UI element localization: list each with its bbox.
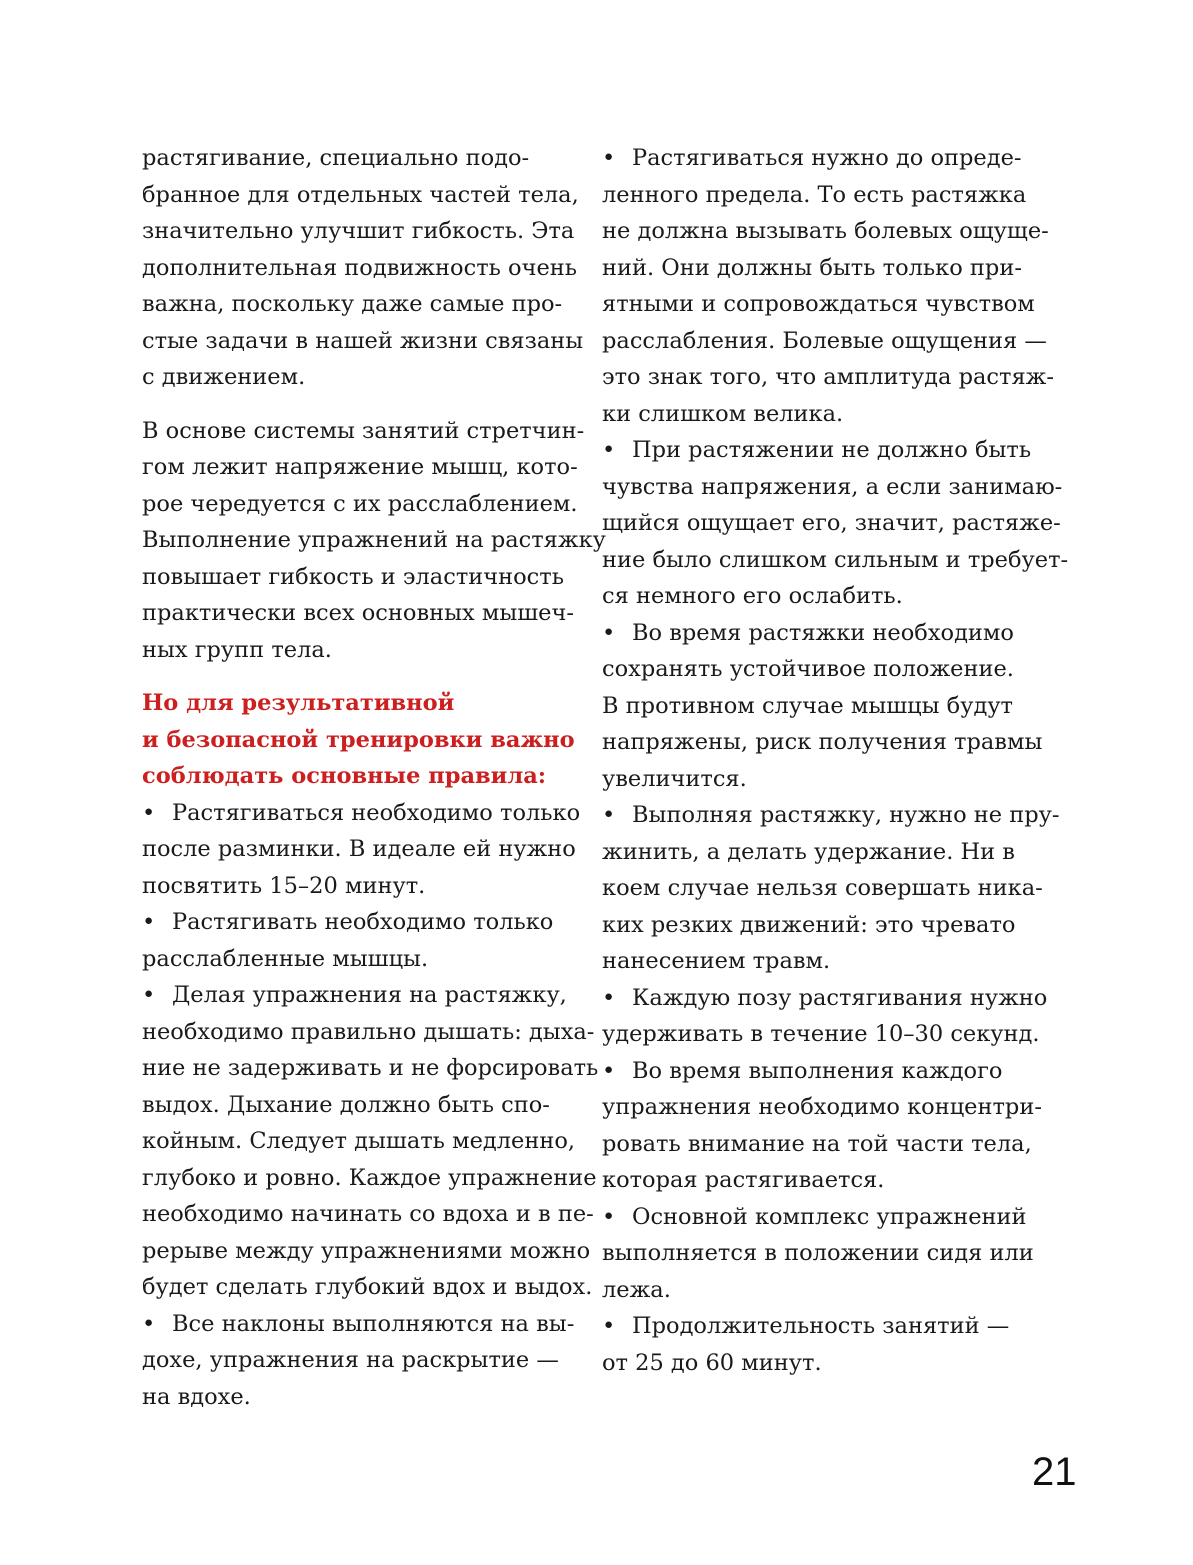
text-line: на вдохе.: [142, 1383, 251, 1410]
heading-line: соблюдать основные правила:: [142, 763, 547, 789]
bullet-item: [142, 904, 572, 977]
bullet-item: [602, 432, 1069, 615]
bullet-item: [142, 977, 599, 1306]
text-line: необходимо начинать со вдоха и в пе-: [142, 1201, 594, 1227]
text-line: коем случае нельзя совершать ника-: [602, 875, 1043, 901]
bullet-icon: •: [602, 437, 616, 463]
text-line: Во время выполнения каждого: [632, 1057, 1003, 1084]
bullet-item: [142, 1306, 575, 1416]
text-line: щийся ощущает его, значит, растяже-: [602, 510, 1061, 536]
text-line: упражнения необходимо концентри-: [602, 1094, 1042, 1120]
text-line: Выполнение упражнений на растяжку: [142, 527, 606, 553]
bullet-icon: •: [602, 145, 616, 171]
text-line: увеличится.: [602, 765, 747, 792]
text-line: значительно улучшит гибкость. Эта: [142, 218, 575, 244]
text-line: Все наклоны выполняются на вы-: [172, 1310, 575, 1337]
bullet-icon: •: [602, 1203, 616, 1230]
text-line: растягивание, специально подо-: [142, 145, 530, 171]
text-line: ровать внимание на той части тела,: [602, 1130, 1032, 1157]
text-line: с движением.: [142, 364, 306, 390]
text-line: расслабленные мышцы.: [142, 945, 429, 972]
text-line: чувства напряжения, а если занимаю-: [602, 473, 1063, 500]
heading-line: Но для результативной: [142, 690, 455, 716]
bullet-item: [602, 1308, 1042, 1381]
text-line: ние не задерживать и не форсировать: [142, 1055, 599, 1081]
bullet-icon: •: [142, 799, 156, 826]
text-line: Продолжительность занятий —: [632, 1313, 1010, 1339]
rules-heading: [142, 685, 575, 795]
text-line: Основной комплекс упражнений: [632, 1203, 1027, 1230]
text-line: дополнительная подвижность очень: [142, 254, 578, 281]
bullet-item: [602, 980, 1048, 1053]
bullet-icon: •: [602, 984, 616, 1011]
paragraph-2: [142, 413, 606, 669]
text-line: будет сделать глубокий вдох и выдох.: [142, 1274, 593, 1300]
text-line: ких резких движений: это чревато: [602, 911, 1016, 938]
text-line: В противном случае мышцы будут: [602, 692, 1014, 719]
text-line: лежа.: [602, 1276, 671, 1303]
text-line: В основе системы занятий стретчин-: [142, 417, 585, 444]
bullet-item: [142, 795, 581, 905]
text-line: которая растягивается.: [602, 1167, 885, 1193]
bullet-item: [602, 1053, 1042, 1199]
bullet-icon: •: [602, 1313, 616, 1339]
heading-line: и безопасной тренировки важно: [142, 726, 575, 753]
text-line: Каждую позу растягивания нужно: [632, 984, 1048, 1011]
text-line: ние было слишком сильным и требует-: [602, 546, 1069, 573]
text-line: удерживать в течение 10–30 секунд.: [602, 1021, 1040, 1047]
left-column: [142, 140, 606, 1415]
text-line: рое чередуется с их расслаблением.: [142, 490, 578, 517]
text-line: практически всех основных мышеч-: [142, 600, 574, 626]
text-line: напряжены, риск получения травмы: [602, 729, 1043, 755]
text-line: ятными и сопровождаться чувством: [602, 291, 1035, 317]
text-line: Растягиваться необходимо только: [172, 799, 581, 826]
text-line: койным. Следует дышать медленно,: [142, 1128, 576, 1154]
text-line: Делая упражнения на растяжку,: [172, 982, 567, 1008]
text-line: выдох. Дыхание должно быть спо-: [142, 1091, 550, 1118]
bullet-item: [602, 140, 1054, 432]
text-line: ний. Они должны быть только при-: [602, 254, 1022, 281]
bullet-item: [602, 797, 1060, 980]
text-line: сохранять устойчивое положение.: [602, 656, 1014, 682]
text-line: важна, поскольку даже самые про-: [142, 291, 563, 317]
bullet-icon: •: [142, 1310, 156, 1337]
bullet-icon: •: [602, 1057, 616, 1084]
text-line: Выполняя растяжку, нужно не пру-: [632, 802, 1060, 828]
text-line: это знак того, что амплитуда растяж-: [602, 364, 1054, 390]
text-line: При растяжении не должно быть: [632, 437, 1032, 463]
text-line: бранное для отдельных частей тела,: [142, 181, 579, 208]
bullet-icon: •: [602, 802, 616, 828]
text-line: Растягивать необходимо только: [172, 909, 554, 935]
right-column: [602, 140, 1069, 1381]
text-line: гом лежит напряжение мышц, кото-: [142, 454, 578, 480]
text-line: расслабления. Болевые ощущения —: [602, 327, 1047, 354]
bullet-icon: •: [142, 982, 156, 1008]
text-line: рерыве между упражнениями можно: [142, 1237, 591, 1264]
bullet-item: [602, 615, 1042, 798]
paragraph-1: [142, 140, 584, 396]
page-number: 21: [1032, 1450, 1077, 1494]
text-line: после разминки. В идеале ей нужно: [142, 836, 576, 862]
text-line: Во время растяжки необходимо: [632, 619, 1014, 646]
text-line: не должна вызывать болевых ощуще-: [602, 218, 1049, 244]
text-line: нанесением травм.: [602, 948, 831, 974]
bullet-icon: •: [602, 619, 616, 646]
text-line: от 25 до 60 минут.: [602, 1349, 822, 1376]
text-line: ленного предела. То есть растяжка: [602, 181, 1027, 208]
text-line: ся немного его ослабить.: [602, 583, 903, 609]
text-line: жинить, а делать удержание. Ни в: [602, 838, 1015, 865]
text-line: выполняется в положении сидя или: [602, 1240, 1034, 1266]
text-line: Растягиваться нужно до опреде-: [632, 145, 1022, 171]
text-line: дохе, упражнения на раскрытие —: [142, 1347, 559, 1373]
text-line: необходимо правильно дышать: дыха-: [142, 1018, 595, 1045]
bullet-icon: •: [142, 909, 156, 935]
text-line: глубоко и ровно. Каждое упражнение: [142, 1164, 597, 1191]
bullet-item: [602, 1199, 1042, 1309]
text-line: ных групп тела.: [142, 636, 332, 663]
text-line: повышает гибкость и эластичность: [142, 563, 564, 590]
text-line: стые задачи в нашей жизни связаны: [142, 327, 584, 354]
text-line: посвятить 15–20 минут.: [142, 872, 426, 899]
text-line: ки слишком велика.: [602, 400, 844, 427]
